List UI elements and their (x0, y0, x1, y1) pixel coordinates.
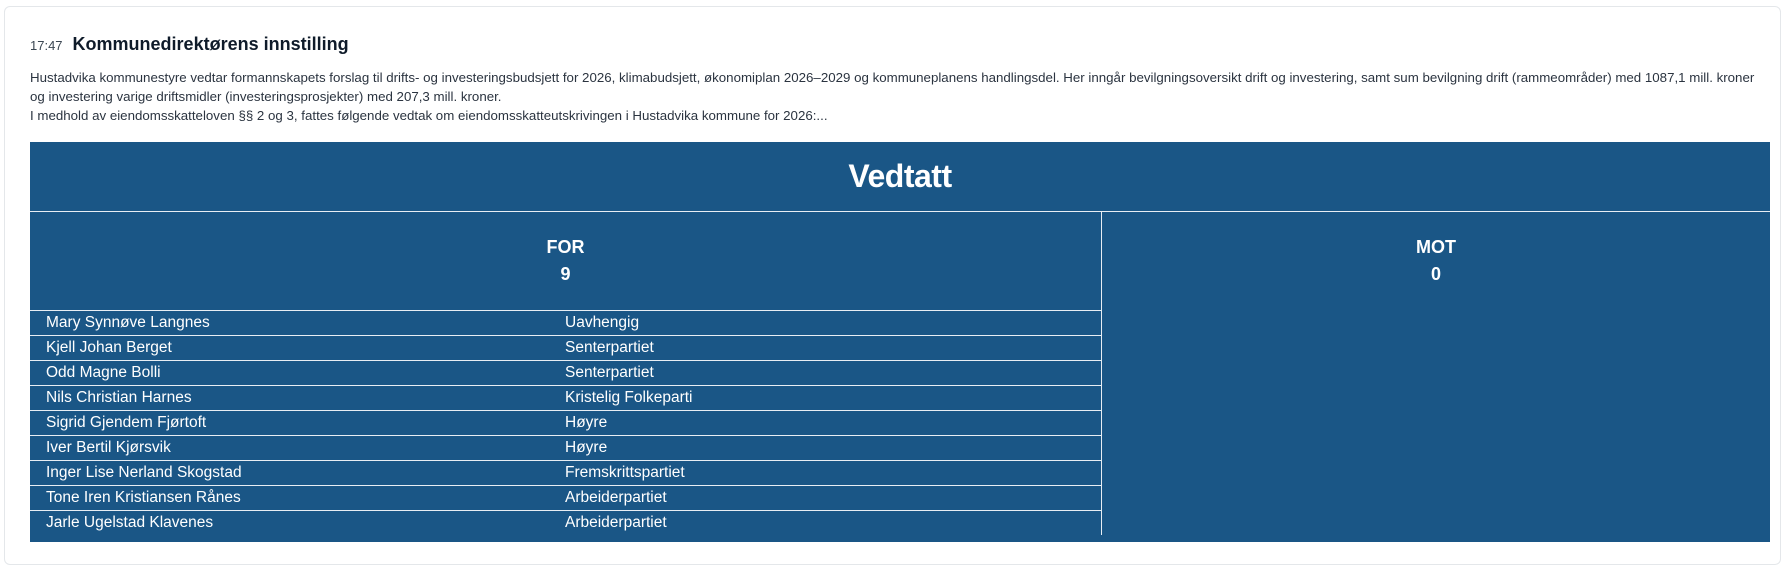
voter-row (30, 336, 1101, 361)
voter-party: Senterpartiet (565, 339, 654, 356)
item-description (30, 68, 1770, 125)
voter-party: Senterpartiet (565, 364, 654, 381)
votes-for-label: FOR (546, 237, 585, 257)
votes-against-count: 0 (1430, 264, 1441, 284)
voter-party: Kristelig Folkeparti (565, 389, 693, 406)
item-header (30, 34, 349, 58)
description-paragraph: I medhold av eiendomsskatteloven §§ 2 og 3, fattes følgende vedtak om eiendomsskatteutskrivingen i Hustadvika kommune for 2026:... (30, 108, 828, 123)
vote-result-panel (30, 142, 1770, 542)
voter-name: Nils Christian Harnes (46, 389, 192, 406)
voter-name: Mary Synnøve Langnes (46, 314, 210, 331)
voter-row (30, 461, 1101, 486)
voter-row (30, 411, 1101, 436)
votes-against-label: MOT (1416, 237, 1456, 257)
voter-row (30, 361, 1101, 386)
item-title: Kommunedirektørens innstilling (72, 34, 349, 54)
votes-against-header (1102, 212, 1770, 310)
votes-for-header (30, 212, 1102, 311)
voter-name: Odd Magne Bolli (46, 364, 161, 381)
voter-party: Uavhengig (565, 314, 640, 331)
voter-name: Tone Iren Kristiansen Rånes (46, 489, 241, 506)
voters-for-list (30, 311, 1102, 535)
item-time: 17:47 (30, 38, 63, 53)
voter-name: Inger Lise Nerland Skogstad (46, 464, 242, 481)
voter-party: Arbeiderpartiet (565, 489, 667, 506)
voter-row (30, 511, 1101, 535)
voter-party: Arbeiderpartiet (565, 514, 667, 531)
description-paragraph: Hustadvika kommunestyre vedtar formannskapets forslag til drifts- og investeringsbudsjett for 2026, klimabudsjett, økonomiplan 2026–2029 og kommuneplanens handlingsdel. Her inngår bevilgningsoversikt drift og investering, samt sum bevilgning drift (rammeområder) med 1087,1 mill. kroner og investering varige driftsmidler (investeringsprosjekter) med 207,3 mill. kroner. (30, 70, 1755, 104)
voter-name: Iver Bertil Kjørsvik (46, 439, 171, 456)
voter-row (30, 311, 1101, 336)
voter-row (30, 486, 1101, 511)
voter-row (30, 436, 1101, 461)
voter-name: Sigrid Gjendem Fjørtoft (46, 414, 207, 431)
voter-name: Kjell Johan Berget (46, 339, 172, 356)
votes-for-count: 9 (560, 264, 571, 284)
voter-party: Fremskrittspartiet (565, 464, 685, 481)
voter-party: Høyre (565, 439, 608, 456)
vote-result-title: Vedtatt (30, 142, 1770, 212)
voter-party: Høyre (565, 414, 608, 431)
voter-name: Jarle Ugelstad Klavenes (46, 514, 214, 531)
voter-row (30, 386, 1101, 411)
